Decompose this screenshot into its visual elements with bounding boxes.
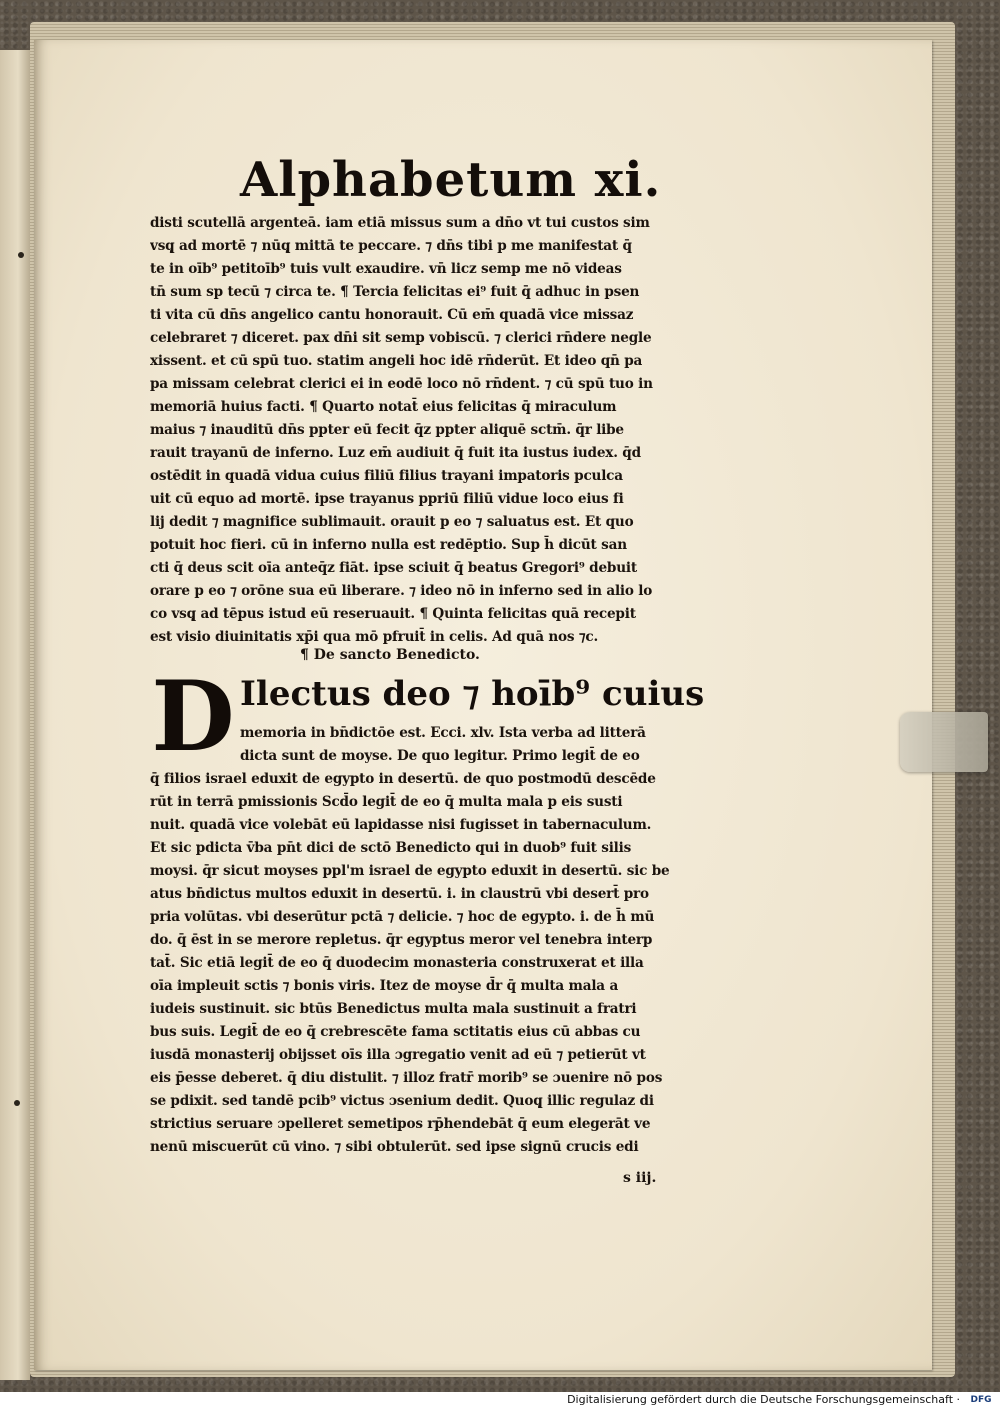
text-line: pa missam celebrat clerici ei in eodē loco nō rn̄dent. ⁊ cū spū tuo in xyxy=(150,376,653,392)
text-line: tat̄. Sic etiā legit̄ de eo q̄ duodecim monasteria construxerat et illa xyxy=(150,955,644,971)
text-line: iusdā monasterij obijsset oīs illa ɔgregatio venit ad eū ⁊ petierūt vt xyxy=(150,1047,646,1063)
text-line: rauit trayanū de inferno. Luz em̄ audiuit q̄ fuit ita iustus iudex. q̄d xyxy=(150,445,641,461)
text-line: rūt in terrā pmissionis Scd̄o legit̄ de eo q̄ multa mala p eis susti xyxy=(150,794,623,810)
text-line: atus bn̄dictus multos eduxit in desertū. i. in claustrū vbi desert̄ pro xyxy=(150,886,649,902)
text-line: est visio diuinitatis xp̄i qua mō pfruit̄ in celis. Ad quā nos ⁊c. xyxy=(150,629,599,645)
decorated-initial: D xyxy=(151,660,235,773)
text-line: ti vita cū dn̄s angelico cantu honorauit. Cū em̄ quadā vice missaz xyxy=(150,307,634,323)
text-column-bottom xyxy=(150,722,725,1159)
text-line: oīa impleuit sctis ⁊ bonis viris. Itez de moyse d̄r q̄ multa mala a xyxy=(150,978,619,994)
digitization-footer xyxy=(0,1392,1000,1408)
text-line: maius ⁊ inauditū dn̄s ppter eū fecit q̄z ppter aliquē sctm̄. q̄r libe xyxy=(150,422,624,438)
verso-page-edge xyxy=(0,50,30,1380)
binding-hole-mark xyxy=(14,1100,20,1106)
text-line: potuit hoc fieri. cū in inferno nulla est redēptio. Sup h̄ dicūt san xyxy=(150,537,627,553)
section-heading xyxy=(300,643,480,667)
text-line: lij dedit ⁊ magnifice sublimauit. orauit p eo ⁊ saluatus est. Et quo xyxy=(150,514,634,530)
text-column-top xyxy=(150,212,720,649)
text-line: orare p eo ⁊ orōne sua eū liberare. ⁊ ideo nō in inferno sed in alio lo xyxy=(150,583,653,599)
binding-hole-mark xyxy=(18,252,24,258)
dfg-logo: DFG xyxy=(970,1395,992,1405)
text-line: pria volūtas. vbi deserūtur pctā ⁊ delicie. ⁊ hoc de egypto. i. de h̄ mū xyxy=(150,909,655,925)
text-line: se pdixit. sed tandē pcib⁹ victus ɔsenium dedit. Quoq̨ illic regulaz di xyxy=(150,1093,654,1109)
text-line: nenū miscuerūt cū vino. ⁊ sibi obtulerūt. sed ipse signū crucis edi xyxy=(150,1139,639,1155)
text-line: q̄ filios israel eduxit de egypto in desertū. de quo postmodū descēde xyxy=(150,771,656,787)
text-line: celebraret ⁊ diceret. pax dn̄i sit semp vobiscū. ⁊ clerici rn̄dere negle xyxy=(150,330,652,346)
text-line: do. q̄ ēst in se merore repletus. q̄r egyptus meror vel tenebra interp xyxy=(150,932,653,948)
text-line: Et sic pdicta v̄ba pn̄t dici de sctō Benedicto qui in duob⁹ fuit silis xyxy=(150,840,632,856)
text-line: disti scutellā argenteā. iam etiā missus sum a dn̄o vt tui custos sim xyxy=(150,215,650,231)
section-heading-text: ¶ De sancto Benedicto. xyxy=(300,647,480,663)
text-line: tn̄ sum sp tecū ⁊ circa te. ¶ Tercia felicitas ei⁹ fuit q̄ adhuc in psen xyxy=(150,284,640,300)
text-line: eis p̄esse deberet. q̄ diu distulit. ⁊ illoz fratr̄ morib⁹ se ɔuenire nō pos xyxy=(150,1070,663,1086)
text-line: te in oīb⁹ petitoīb⁹ tuis vult exaudire. vn̄ licz semp me nō videas xyxy=(150,261,622,277)
text-line: cti q̄ deus scit oīa anteq̄z fiāt. ipse sciuit q̄ beatus Gregori⁹ debuit xyxy=(150,560,637,576)
running-head: Alphabetum xi. xyxy=(240,152,662,208)
footer-credit: Digitalisierung gefördert durch die Deutsche Forschungsgemeinschaft · xyxy=(567,1393,960,1406)
text-line: ostēdit in quadā vidua cuius filiū filius trayani impatoris pculca xyxy=(150,468,623,484)
text-line: xissent. et cū spū tuo. statim angeli hoc idē rn̄derūt. Et ideo qn̄ pa xyxy=(150,353,643,369)
incipit-line: Ilectus deo ⁊ hoīb⁹ cuius xyxy=(240,674,705,714)
text-line: iudeis sustinuit. sic btūs Benedictus multa mala sustinuit a fratri xyxy=(150,1001,637,1017)
text-line: bus suis. Legit̄ de eo q̄ crebrescēte fama sctitatis eius cū abbas cu xyxy=(150,1024,641,1040)
text-line: strictius seruare ɔpelleret semetipos rp̄hendebāt q̄ eum elegerāt ve xyxy=(150,1116,651,1132)
bookmark-tab[interactable] xyxy=(900,712,988,772)
text-line: co vsq̨ ad tēpus istud eū reseruauit. ¶ Quinta felicitas quā recepit xyxy=(150,606,636,622)
text-line: memoriā huius facti. ¶ Quarto notat̄ eius felicitas q̄ miraculum xyxy=(150,399,617,415)
text-line: memoria in bn̄dictōe est. Ecci. xlv. Ista verba ad litterā xyxy=(240,725,646,741)
text-line: vsq̨ ad mortē ⁊ nūq̨ mittā te peccare. ⁊ dn̄s tibi p me manifestat q̄ xyxy=(150,238,632,254)
text-line: uit cū equo ad mortē. ipse trayanus ppriū filiū vidue loco eius fi xyxy=(150,491,624,507)
text-line: nuit. quadā vice volebāt eū lapidasse nisi fugisset in tabernaculum. xyxy=(150,817,652,833)
signature-mark: s iij. xyxy=(623,1170,657,1186)
text-line: moysi. q̄r sicut moyses ppl'm israel de egypto eduxit in desertū. sic be xyxy=(150,863,670,879)
text-line: dicta sunt de moyse. De quo legitur. Primo legit̄ de eo xyxy=(240,748,640,764)
